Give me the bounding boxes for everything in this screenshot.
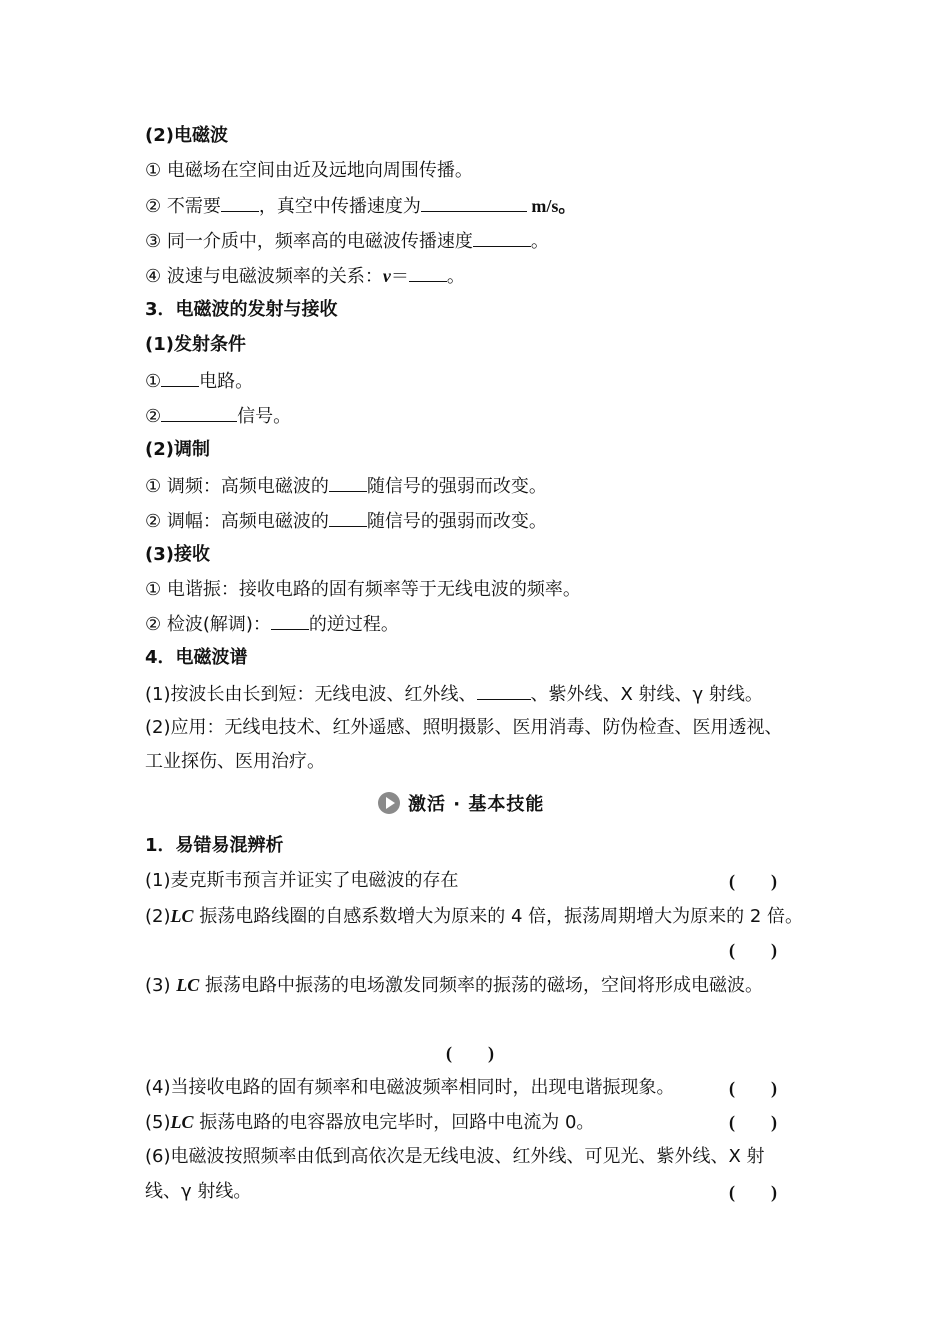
fill-blank[interactable] [329, 508, 367, 527]
quiz-item: (1)麦克斯韦预言并证实了电磁波的存在 [145, 870, 459, 891]
banner-title: 激活 · 基本技能 [408, 794, 545, 815]
section-heading: (2)电磁波 [145, 125, 228, 146]
answer-paren[interactable]: ( ) [729, 871, 777, 891]
fill-blank[interactable] [477, 681, 531, 700]
quiz-item: (4)当接收电路的固有频率和电磁波频率相同时，出现电谐振现象。 [145, 1077, 675, 1098]
fill-blank[interactable] [421, 193, 527, 212]
list-item: ① 电谐振：接收电路的固有频率等于无线电波的频率。 [145, 579, 581, 600]
skills-banner [378, 790, 544, 816]
list-item: ① 电路。 [145, 368, 253, 394]
list-item: ② 信号。 [145, 403, 291, 429]
quiz-item: (3) LC 振荡电路中振荡的电场激发同频率的振荡的磁场，空间将形成电磁波。 [145, 975, 763, 996]
list-item: ④ 波速与电磁波频率的关系：v＝ 。 [145, 263, 465, 289]
fill-blank[interactable] [161, 368, 199, 387]
fill-blank[interactable] [329, 473, 367, 492]
answer-paren[interactable]: ( ) [729, 1112, 777, 1132]
fill-blank[interactable] [473, 228, 531, 247]
list-item: (2)应用：无线电技术、红外遥感、照明摄影、医用消毒、防伪检查、医用透视、 [145, 717, 783, 738]
list-item: (1)按波长由长到短：无线电波、红外线、 、紫外线、X 射线、γ 射线。 [145, 681, 763, 707]
answer-paren[interactable]: ( ) [729, 1182, 777, 1202]
fill-blank[interactable] [161, 403, 237, 422]
fill-blank[interactable] [271, 611, 309, 630]
fill-blank[interactable] [409, 263, 447, 282]
quiz-item: (2)LC 振荡电路线圈的自感系数增大为原来的 4 倍，振荡周期增大为原来的 2 倍。 [145, 906, 804, 927]
list-item: ① 调频：高频电磁波的 随信号的强弱而改变。 [145, 473, 547, 499]
answer-paren[interactable]: ( ) [729, 1078, 777, 1098]
answer-paren[interactable]: ( ) [729, 940, 777, 960]
list-item: ② 调幅：高频电磁波的 随信号的强弱而改变。 [145, 508, 547, 534]
quiz-item: (5)LC 振荡电路的电容器放电完毕时，回路中电流为 0。 [145, 1112, 595, 1133]
list-item: ② 不需要 ，真空中传播速度为 m/s。 [145, 193, 576, 219]
sub-heading: (1)发射条件 [145, 334, 246, 355]
quiz-item: (6)电磁波按照频率由低到高依次是无线电波、红外线、可见光、紫外线、X 射 [145, 1146, 765, 1167]
section-heading: 4．电磁波谱 [145, 647, 248, 668]
list-item: ② 检波(解调)： 的逆过程。 [145, 611, 399, 637]
sub-heading: (3)接收 [145, 544, 210, 565]
answer-paren[interactable]: ( ) [446, 1043, 494, 1063]
list-item: ① 电磁场在空间由近及远地向周围传播。 [145, 160, 473, 181]
section-heading: 1．易错易混辨析 [145, 835, 284, 856]
list-item: 工业探伤、医用治疗。 [145, 751, 325, 772]
fill-blank[interactable] [221, 193, 259, 212]
play-icon [378, 792, 400, 814]
list-item: ③ 同一介质中，频率高的电磁波传播速度 。 [145, 228, 549, 254]
quiz-item-continued: 线、γ 射线。 [145, 1181, 252, 1202]
section-heading: 3．电磁波的发射与接收 [145, 299, 338, 320]
sub-heading: (2)调制 [145, 439, 210, 460]
